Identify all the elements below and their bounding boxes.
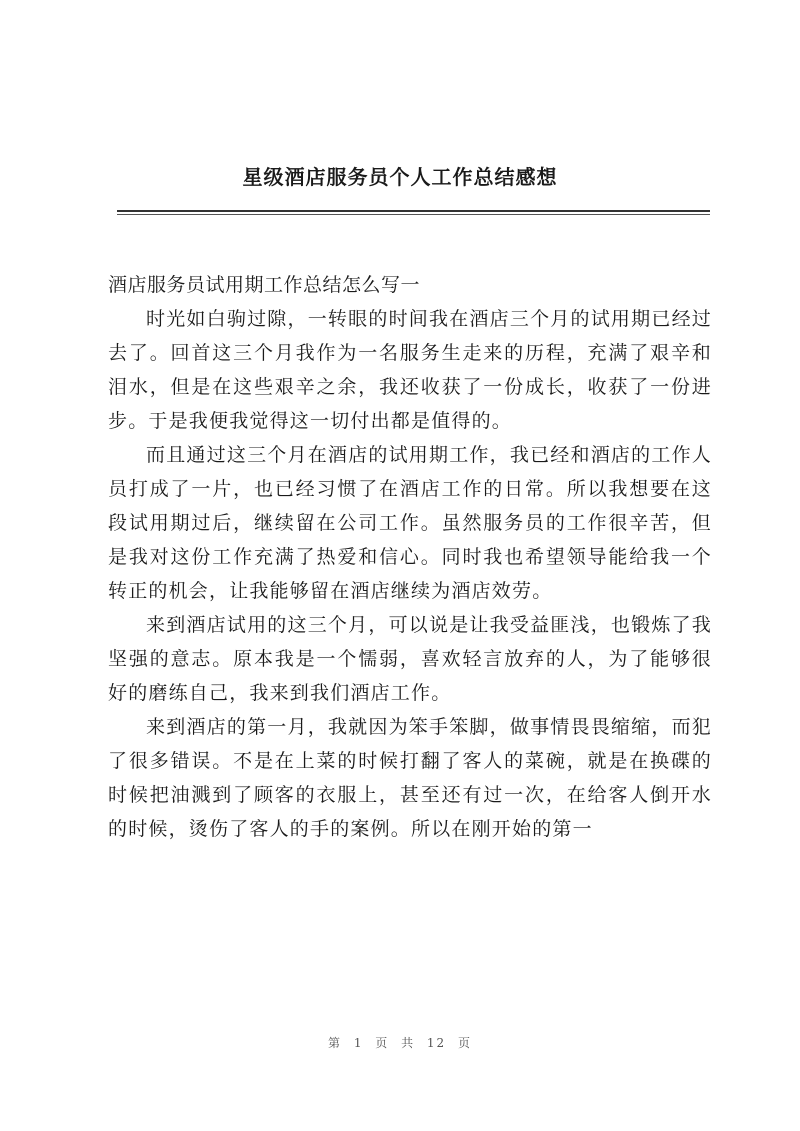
page-number-footer: 第 1 页 共 12 页 bbox=[328, 1036, 472, 1050]
paragraph: 来到酒店的第一月，我就因为笨手笨脚，做事情畏畏缩缩，而犯了很多错误。不是在上菜的时候打翻了客人的菜碗，就是在换碟的时候把油溅到了顾客的衣服上，甚至还有过一次，在给客人倒开水的时候，烫伤了客人的手的案例。所以在刚开始的第一 bbox=[108, 716, 712, 840]
paragraph: 而且通过这三个月在酒店的试用期工作，我已经和酒店的工作人员打成了一片，也已经习惯了在酒店工作的日常。所以我想要在这段试用期过后，继续留在公司工作。虽然服务员的工作很辛苦，但是我对这份工作充满了热爱和信心。同时我也希望领导能给我一个转正的机会，让我能够留在酒店继续为酒店效劳。 bbox=[108, 444, 712, 602]
title-divider bbox=[117, 210, 710, 212]
paragraph: 时光如白驹过隙，一转眼的时间我在酒店三个月的试用期已经过去了。回首这三个月我作为一名服务生走来的历程，充满了艰辛和泪水，但是在这些艰辛之余，我还收获了一份成长，收获了一份进步。于是我便我觉得这一切付出都是值得的。 bbox=[108, 308, 712, 432]
section-heading: 酒店服务员试用期工作总结怎么写一 bbox=[108, 274, 421, 296]
title-divider-thin bbox=[117, 214, 710, 215]
document-body bbox=[108, 268, 712, 846]
paragraph: 来到酒店试用的这三个月，可以说是让我受益匪浅，也锻炼了我坚强的意志。原本我是一个懦弱，喜欢轻言放弃的人，为了能够很好的磨练自己，我来到我们酒店工作。 bbox=[108, 614, 712, 704]
document-title: 星级酒店服务员个人工作总结感想 bbox=[242, 165, 558, 189]
